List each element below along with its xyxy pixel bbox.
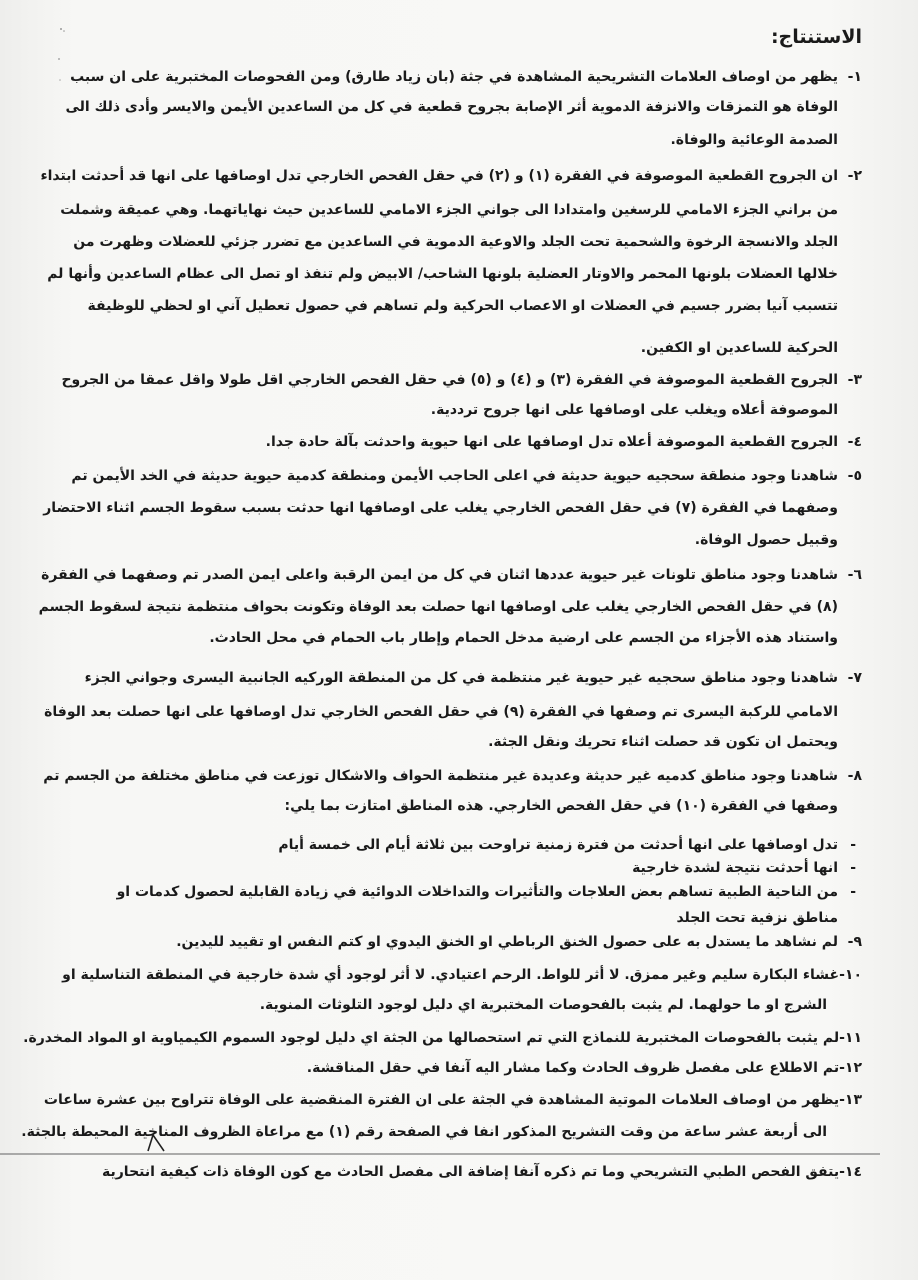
bullet-line: تدل اوصافها على انها أحدثت من فترة زمنية تراوحت بين ثلاثة أيام الى خمسة أيام <box>278 837 838 853</box>
conclusion-line: الى أربعة عشر ساعة من وقت التشريح المذكور انفا في الصفحة رقم (١) مع مراعاة الظروف المناخية المحيطة بالجثة. <box>21 1124 827 1140</box>
conclusion-line: وصفهما في الفقرة (٧) في حقل الفحص الخارجي يغلب على اوصافها انها حدثت بسبب سقوط الجسم اثناء الاحتضار <box>43 500 838 516</box>
item-number: ٧- <box>847 670 862 686</box>
conclusion-line <box>62 965 862 985</box>
bullet-dash: - <box>850 884 856 900</box>
conclusion-line: لم نشاهد ما يستدل به على حصول الخنق الرباطي او الخنق اليدوي او كتم النفس او تقييد لليدين. <box>176 934 838 950</box>
line-text: غشاء البكارة سليم وغير ممزق. لا أثر للواط. الرحم اعتيادي. لا أثر لوجود أي شدة خارجية في المنطقة التناسلية او <box>62 967 840 983</box>
item-number: ٩- <box>847 934 862 950</box>
fold-line <box>0 1153 880 1155</box>
conclusion-line: من براني الجزء الامامي للرسغين وامتدادا الى جواني الجزء الامامي للساعدين حيث نهاياتهما. وهي عميقة وشملت <box>60 202 838 218</box>
conclusion-line: الشرج او ما حولهما. لم يثبت بالفحوصات المختبرية اي دليل لوجود التلوثات المنوية. <box>259 997 827 1013</box>
conclusion-line: الامامي للركبة اليسرى تم وصفها في الفقرة (٩) في حقل الفحص الخارجي تدل اوصافها على انها حصلت بعد الوفاة <box>44 704 838 720</box>
bullet-line: مناطق نزفية تحت الجلد <box>676 910 838 926</box>
conclusion-line: ويحتمل ان تكون قد حصلت اثناء تحريك ونقل الجثة. <box>488 734 838 750</box>
conclusion-line: الصدمة الوعائية والوفاة. <box>670 132 838 148</box>
item-number: ٢- <box>847 168 862 184</box>
conclusion-line: شاهدنا وجود مناطق كدميه غير حديثة وعديدة غير منتظمة الحواف والاشكال توزعت في مناطق مختلفة من الجسم تم <box>43 768 838 784</box>
scan-speck-marks <box>55 25 69 85</box>
conclusion-line: خلالها العضلات بلونها المحمر والاوتار العضلية بلونها الشاحب/ الابيض ولم تنفذ او تصل الى عظام الساعدين وأنها لم <box>47 266 838 282</box>
conclusion-line: وصفها في الفقرة (١٠) في حقل الفحص الخارجي. هذه المناطق امتازت بما يلي: <box>284 798 838 814</box>
conclusion-line: الجروح القطعية الموصوفة أعلاه تدل اوصافها على انها حيوية واحدثت بآلة حادة جدا. <box>265 434 838 450</box>
item-number: ١٠- <box>839 967 862 983</box>
conclusion-line: وقبيل حصول الوفاة. <box>694 532 838 548</box>
item-number: ٨- <box>847 768 862 784</box>
conclusion-line <box>23 1028 862 1048</box>
line-text: يتفق الفحص الطبي التشريحي وما تم ذكره آنفا إضافة الى مفصل الحادث مع كون الوفاة ذات كيفية انتحارية <box>102 1164 840 1180</box>
conclusion-line <box>102 1162 862 1182</box>
conclusion-line: ان الجروح القطعية الموصوفة في الفقرة (١) و (٢) في حقل الفحص الخارجي تدل اوصافها على انها قد أحدثت ابتداء <box>40 168 838 184</box>
item-number: ٥- <box>847 468 862 484</box>
conclusion-line: الجلد والانسجة الرخوة والشحمية تحت الجلد والاوعية الدموية في الساعدين مع تضرر جزئي للعضلات وظهرت من <box>73 234 838 250</box>
conclusion-line: شاهدنا وجود مناطق تلونات غير حيوية عددها اثنان في كل من ايمن الرقبة واعلى ايمن الصدر تم وصفهما في الفقرة <box>41 567 838 583</box>
conclusion-line: (٨) في حقل الفحص الخارجي يغلب على اوصافها انها حصلت بعد الوفاة وتكونت بحواف منتظمة نتيجة لسقوط الجسم <box>38 599 838 615</box>
conclusion-line: شاهدنا وجود منطقة سحجيه حيوية حديثة في اعلى الحاجب الأيمن ومنطقة كدمية حيوية حديثة في الخد الأيمن تم <box>71 468 838 484</box>
bullet-line: انها أحدثت نتيجة لشدة خارجية <box>632 860 838 876</box>
bullet-line: من الناحية الطبية تساهم بعض العلاجات والتأثيرات والتداخلات الدوائية في زيادة القابلية لحصول كدمات او <box>116 884 838 900</box>
item-number: ٣- <box>847 372 862 388</box>
line-text: تم الاطلاع على مفصل ظروف الحادث وكما مشار اليه آنفا في حقل المناقشة. <box>306 1060 840 1076</box>
line-text: يظهر من اوصاف العلامات الموتية المشاهدة في الجثة على ان الفترة المنقضية على الوفاة تتراوح بين عشرة ساعات <box>43 1092 840 1108</box>
conclusion-line: يظهر من اوصاف العلامات التشريحية المشاهدة في جثة (بان زياد طارق) ومن الفحوصات المختبرية على ان سبب <box>70 69 838 85</box>
conclusion-line: الجروح القطعية الموصوفة في الفقرة (٣) و (٤) و (٥) في حقل الفحص الخارجي اقل طولا واقل عمقا من الجروح <box>61 372 838 388</box>
conclusion-line: شاهدنا وجود مناطق سحجيه غير حيوية غير منتظمة في كل من المنطقة الوركيه الجانبية اليسرى وجواني الجزء <box>84 670 838 686</box>
item-number: ١١- <box>839 1030 862 1046</box>
conclusion-line: واستناد هذه الأجزاء من الجسم على ارضية مدخل الحمام وإطار باب الحمام في محل الحادث. <box>209 630 838 646</box>
handwritten-mark <box>145 1134 167 1152</box>
item-number: ١٤- <box>839 1164 862 1180</box>
conclusion-line <box>43 1090 862 1110</box>
conclusion-line: الحركية للساعدين او الكفين. <box>640 340 838 356</box>
section-title: الاستنتاج: <box>770 26 862 48</box>
item-number: ٤- <box>847 434 862 450</box>
conclusion-line <box>116 1058 862 1078</box>
bullet-dash: - <box>850 837 856 853</box>
conclusion-line: الوفاة هو التمزقات والانزفة الدموية أثر الإصابة بجروح قطعية في كل من الساعدين الأيمن والايسر وأدى ذلك الى <box>65 99 838 115</box>
conclusion-line: الموصوفة أعلاه ويغلب على اوصافها على انها جروح ترددية. <box>430 402 838 418</box>
bullet-dash: - <box>850 860 856 876</box>
conclusion-line: تتسبب آنيا بضرر جسيم في العضلات او الاعصاب الحركية ولم تساهم في حصول تعطيل آني او لحظي للوظيفة <box>87 298 838 314</box>
item-number: ١- <box>847 69 862 85</box>
item-number: ٦- <box>847 567 862 583</box>
item-number: ١٢- <box>839 1060 862 1076</box>
item-number: ١٣- <box>839 1092 862 1108</box>
line-text: لم يثبت بالفحوصات المختبرية للنماذج التي تم استحصالها من الجثة اي دليل لوجود السموم الكيمياوية او المواد المخدرة. <box>23 1030 840 1046</box>
